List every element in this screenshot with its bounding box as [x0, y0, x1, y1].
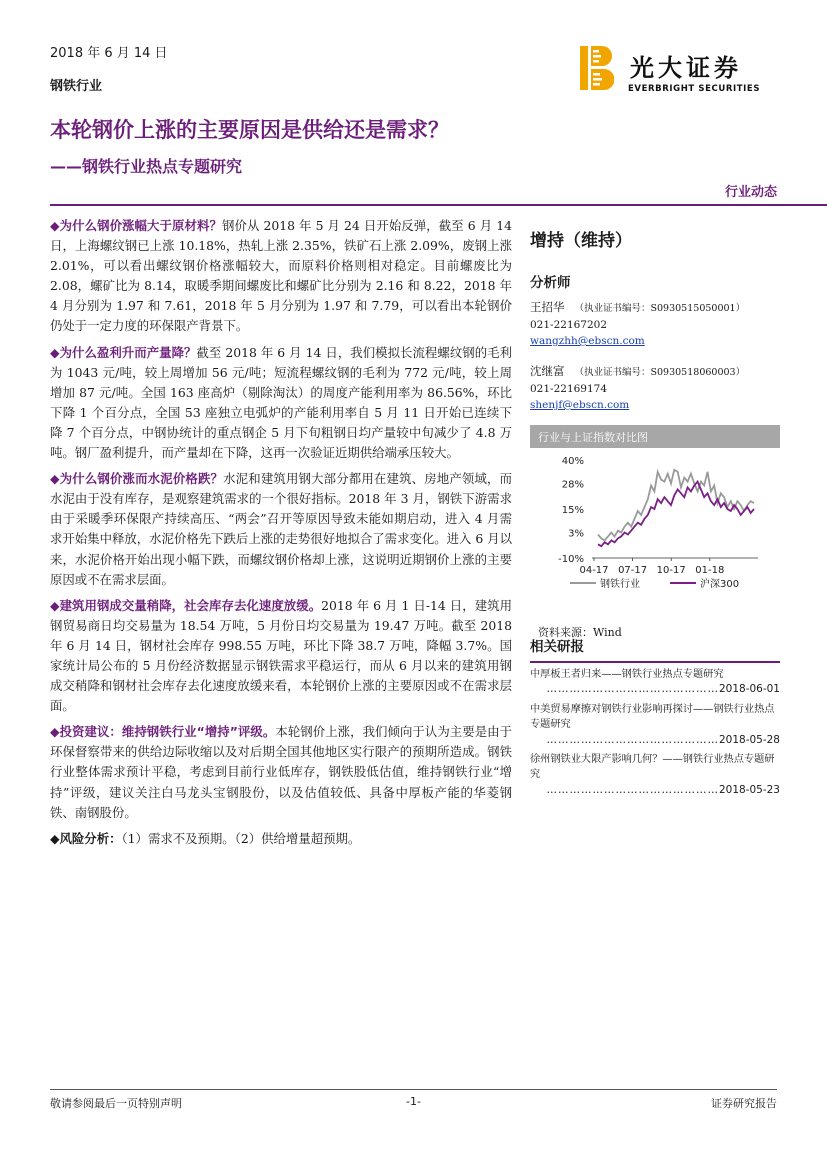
y-tick-label: 15%	[561, 505, 584, 516]
page-number: -1-	[406, 1095, 421, 1108]
analyst-license: （执业证书编号：S0930515050001）	[574, 303, 746, 314]
analyst-email-link[interactable]: wangzhh@ebscn.com	[530, 335, 645, 347]
analyst-phone: 021-22169174	[530, 383, 608, 395]
header-divider	[50, 204, 827, 206]
chart-heading: 行业与上证指数对比图	[530, 425, 780, 448]
x-tick-label: 04-17	[579, 565, 609, 576]
series-line-hs300	[598, 482, 754, 547]
chart-svg	[530, 448, 780, 618]
paragraph-inventory	[50, 596, 512, 717]
related-date-row	[530, 783, 780, 798]
footer-report-label: 证券研究报告	[711, 1097, 777, 1110]
related-title: 中厚板王者归来——钢铁行业热点专题研究	[530, 669, 724, 680]
analyst-card	[530, 363, 780, 413]
related-date: 2018-05-28	[718, 733, 780, 746]
paragraph-body: 水泥和建筑用钢大部分都用在建筑、房地产领域，而水泥由于没有库存，是观察建筑需求的一个很好指标。2018 年 3 月，钢铁下游需求由于采暖季环保限产持续高压、“两会”召开等原因导致未能如期启动，进入 4 月需求开始集中释放，水泥价格先下跌后上涨的走势很好地拟合了需求变化。进入 6 月以来，水泥价格开始出现小幅下跌，而螺纹钢价格却上涨，这说明近期钢价上涨的主要原因或不在需求层面。	[50, 471, 513, 587]
analyst-heading: 分析师	[530, 275, 571, 291]
everbright-logo-icon	[580, 46, 614, 90]
report-date: 2018 年 6 月 14 日	[50, 46, 168, 61]
y-tick-label: 28%	[561, 479, 584, 491]
footer-divider	[50, 1089, 777, 1090]
paragraph-body: 2018 年 6 月 1 日-14 日，建筑用钢贸易商日均交易量为 18.54 万吨，5 月份日均交易量为 19.47 万吨。截至 2018 年 6 月 14 日，钢材社会库存 998.55 万吨，环比下降 38.7 万吨，降幅 3.7%。国家统计局公布的 5 月份经济数据显示钢铁需求平稳运行，而从 6 月以来的建筑用钢成交稍降和钢材社会库存去化速度放缓来看，本轮钢价上涨的主要原因或不在需求层面。	[50, 597, 513, 714]
paragraph-lead: ◆投资建议：维持钢铁行业“增持”评级。	[50, 724, 276, 740]
series-line-steel	[598, 470, 754, 541]
leader-dots: ………………………………………	[546, 783, 719, 796]
x-tick-label: 01-18	[695, 565, 725, 576]
paragraph-body: 截至 2018 年 6 月 14 日，我们模拟长流程螺纹钢的毛利为 1043 元/吨，较上周增加 56 元/吨；短流程螺纹钢的毛利为 772 元/吨，较上周增加 87 元/吨。全国 163 座高炉（剔除淘汰）的周度产能利用率为 86.56%，环比下降 1 个百分点，全国 53 座独立电弧炉的产能利用率自 5 月 11 日开始已连续下降 7 个百分点，中钢协统计的重点钢企 5 月下旬粗钢日均产量较中旬减少了 4.8 万吨。钢厂盈利提升，而产量却在下降，这再一次验证近期供给端承压较大。	[50, 344, 512, 461]
related-item[interactable]	[530, 752, 780, 798]
paragraph-profit-vs-output	[50, 343, 512, 464]
paragraph-lead: ◆风险分析：	[50, 830, 122, 846]
report-type: 行业动态	[724, 185, 777, 200]
related-date-row	[530, 733, 780, 748]
related-heading: 相关研报	[530, 635, 780, 663]
analyst-phone: 021-22167202	[530, 319, 608, 331]
y-tick-label: 40%	[561, 456, 584, 467]
leader-dots: ………………………………………	[546, 683, 719, 696]
sidebar	[530, 216, 780, 413]
analyst-name: 王招华	[530, 300, 565, 314]
logo-chinese-name: 光大证券	[630, 53, 742, 82]
paragraph-risk	[50, 829, 512, 849]
comparison-chart	[530, 425, 780, 640]
related-date: 2018-05-23	[718, 783, 780, 796]
paragraph-investment-advice	[50, 722, 512, 822]
logo-english-name: EVERBRIGHT SECURITIES	[628, 84, 761, 94]
paragraph-body: 钢价从 2018 年 5 月 24 日开始反弹，截至 6 月 14 日，上海螺纹钢已上涨 10.18%，热轧上涨 2.35%，铁矿石上涨 2.09%，废钢上涨 2.01%，可以看出螺纹钢价格涨幅较大，而原料价格则相对稳定。目前螺废比为 2.08，螺矿比为 8.14，取暖季期间螺废比和螺矿比分别为 2.16 和 8.22，2018 年 4 月分别为 1.97 和 7.61，2018 年 5 月分别为 1.97 和 7.79，可以看出本轮钢价仍处于一定力度的环保限产背景下。	[50, 218, 512, 334]
related-item[interactable]	[530, 702, 780, 748]
analyst-name: 沈继富	[530, 364, 565, 378]
report-title: 本轮钢价上涨的主要原因是供给还是需求？	[50, 118, 449, 142]
x-tick-label: 07-17	[618, 565, 648, 576]
footer-disclaimer: 敬请参阅最后一页特别声明	[50, 1097, 182, 1110]
analyst-email-link[interactable]: shenjf@ebscn.com	[530, 399, 630, 411]
paragraph-lead: ◆为什么钢价涨幅大于原材料？	[50, 218, 222, 233]
everbright-logo	[580, 46, 780, 94]
legend-label: 沪深300	[700, 579, 740, 590]
analyst-license: （执业证书编号：S0930518060003）	[574, 367, 746, 378]
legend-label: 钢铁行业	[600, 579, 640, 590]
related-item[interactable]	[530, 667, 780, 698]
paragraph-lead: ◆建筑用钢成交量稍降，社会库存去化速度放缓。	[50, 597, 322, 613]
industry-label: 钢铁行业	[50, 79, 103, 94]
paragraph-lead: ◆为什么盈利升而产量降？	[50, 344, 197, 360]
main-body	[50, 216, 512, 855]
paragraph-body: （1）需求不及预期。（2）供给增量超预期。	[121, 830, 361, 846]
x-tick-label: 10-17	[656, 565, 686, 576]
chart-source: 资料来源：Wind	[538, 626, 622, 639]
related-date-row	[530, 682, 780, 697]
analyst-card	[530, 299, 780, 349]
paragraph-steel-vs-raw	[50, 216, 512, 337]
rating: 增持（维持）	[530, 231, 632, 251]
related-date: 2018-06-01	[718, 683, 780, 696]
y-tick-label: -10%	[558, 554, 584, 565]
leader-dots: ………………………………………	[546, 733, 719, 746]
paragraph-lead: ◆为什么钢价涨而水泥价格跌？	[50, 471, 224, 487]
paragraph-steel-vs-cement	[50, 469, 512, 590]
related-research	[530, 635, 780, 798]
paragraph-body: 本轮钢价上涨，我们倾向于认为主要是由于环保督察带来的供给边际收缩以及对后期全国其他地区实行限产的预期所造成。钢铁行业整体需求预计平稳，考虑到目前行业低库存，钢铁股低估值，维持钢铁行业“增持”评级，建议关注白马龙头宝钢股份，以及估值较低、具备中厚板产能的华菱钢铁、南钢股份。	[50, 724, 512, 820]
report-subtitle: ——钢铁行业热点专题研究	[50, 157, 243, 176]
related-title: 徐州钢铁业大限产影响几何？——钢铁行业热点专题研究	[530, 754, 775, 781]
related-title: 中美贸易摩擦对钢铁行业影响再探讨——钢铁行业热点专题研究	[530, 703, 775, 731]
y-tick-label: 3%	[568, 528, 584, 540]
